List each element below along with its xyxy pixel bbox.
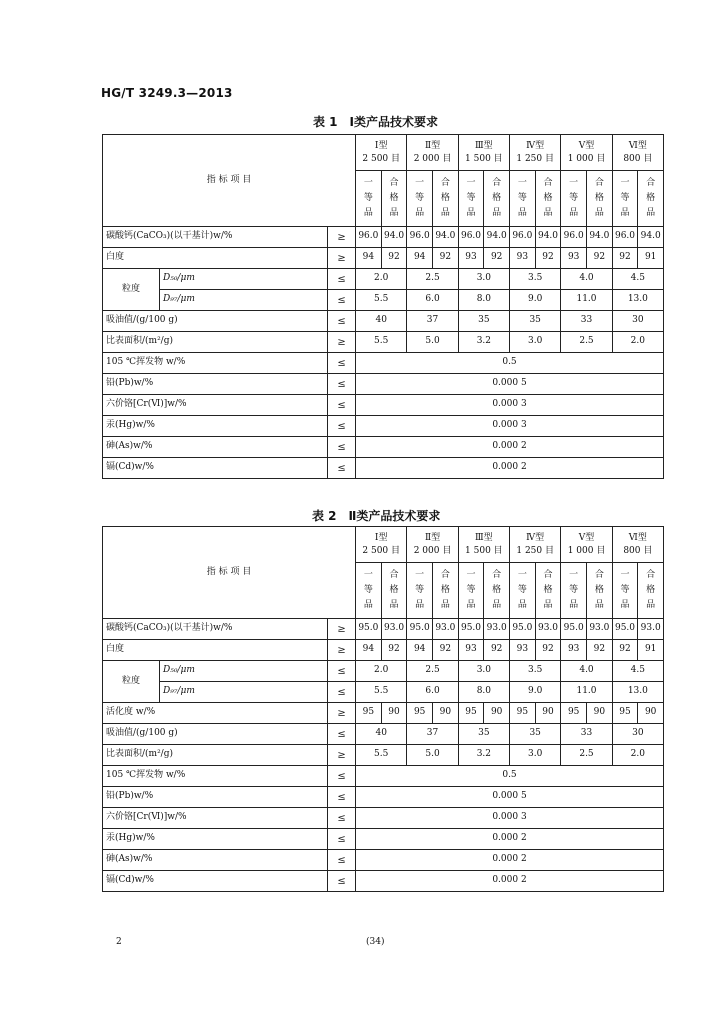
value-cell: 13.0 [612, 290, 663, 311]
grade-qualified [484, 563, 510, 619]
row-common-limit [103, 416, 664, 437]
value-cell: 96.0 [407, 227, 433, 248]
type-header [510, 527, 561, 563]
value-cell: 94 [407, 640, 433, 661]
value-cell: 92 [484, 248, 510, 269]
row-label: 白度 [103, 248, 328, 269]
type-header [407, 527, 458, 563]
grade-qualified [587, 563, 613, 619]
grade-label: 一 等 品 [620, 178, 630, 218]
type-mesh: 800 目 [623, 545, 653, 556]
grade-label: 合 格 品 [543, 570, 553, 610]
value-cell: 8.0 [458, 682, 509, 703]
value-cell: 0.000 2 [356, 871, 664, 892]
grade-first-class [612, 171, 638, 227]
row-common-limit [103, 829, 664, 850]
value-cell: 37 [407, 311, 458, 332]
row-label: 砷(As)w/% [103, 850, 328, 871]
value-cell: 4.0 [561, 661, 612, 682]
limit-symbol: ≤ [328, 871, 356, 892]
type-name: Ⅰ型 [374, 532, 388, 543]
row-label: 活化度 w/% [103, 703, 328, 724]
grade-qualified [484, 171, 510, 227]
value-cell: 5.5 [356, 682, 407, 703]
row-label: 吸油值/(g/100 g) [103, 724, 328, 745]
value-cell: 95 [356, 703, 382, 724]
value-cell: 4.0 [561, 269, 612, 290]
row-common-limit [103, 787, 664, 808]
value-cell: 40 [356, 724, 407, 745]
row-label: 镉(Cd)w/% [103, 458, 328, 479]
row-label: 比表面积/(m²/g) [103, 332, 328, 353]
value-cell: 92 [535, 640, 561, 661]
value-cell: 93.0 [535, 619, 561, 640]
value-cell: 94.0 [433, 227, 459, 248]
row-common-limit [103, 374, 664, 395]
value-cell: 95.0 [407, 619, 433, 640]
limit-symbol: ≥ [328, 227, 356, 248]
value-cell: 93.0 [484, 619, 510, 640]
row-specific-surface [103, 332, 664, 353]
value-cell: 94.0 [484, 227, 510, 248]
type-header [612, 135, 663, 171]
type-header [356, 135, 407, 171]
limit-symbol: ≤ [328, 269, 356, 290]
value-cell: 96.0 [510, 227, 536, 248]
grade-first-class [356, 563, 382, 619]
grade-label: 一 等 品 [363, 570, 373, 610]
row-common-limit [103, 850, 664, 871]
value-cell: 93 [561, 248, 587, 269]
grade-label: 合 格 品 [389, 570, 399, 610]
grade-first-class [510, 563, 536, 619]
header-row-types [103, 135, 664, 171]
grade-label: 一 等 品 [620, 570, 630, 610]
index-header: 指 标 项 目 [103, 527, 356, 619]
d97-label: D₉₇/μm [160, 682, 328, 703]
value-cell: 92 [484, 640, 510, 661]
value-cell: 4.5 [612, 269, 663, 290]
limit-symbol: ≤ [328, 353, 356, 374]
value-cell: 13.0 [612, 682, 663, 703]
limit-symbol: ≤ [328, 766, 356, 787]
type-name: Ⅳ型 [526, 140, 545, 151]
limit-symbol: ≥ [328, 332, 356, 353]
value-cell: 93 [458, 248, 484, 269]
value-cell: 0.000 3 [356, 416, 664, 437]
grade-qualified [381, 171, 407, 227]
value-cell: 92 [381, 640, 407, 661]
value-cell: 0.000 3 [356, 808, 664, 829]
value-cell: 5.0 [407, 332, 458, 353]
value-cell: 5.5 [356, 745, 407, 766]
value-cell: 90 [484, 703, 510, 724]
value-cell: 2.0 [356, 661, 407, 682]
grade-first-class [407, 171, 433, 227]
row-common-limit [103, 766, 664, 787]
value-cell: 92 [587, 248, 613, 269]
value-cell: 2.0 [612, 332, 663, 353]
value-cell: 93.0 [638, 619, 664, 640]
grade-first-class [561, 171, 587, 227]
limit-symbol: ≤ [328, 850, 356, 871]
row-label: 砷(As)w/% [103, 437, 328, 458]
grade-label: 一 等 品 [415, 178, 425, 218]
grade-label: 一 等 品 [569, 178, 579, 218]
value-cell: 96.0 [458, 227, 484, 248]
value-cell: 5.5 [356, 332, 407, 353]
type-header [612, 527, 663, 563]
value-cell: 2.5 [561, 745, 612, 766]
grade-qualified [433, 563, 459, 619]
grade-qualified [638, 563, 664, 619]
type-header [458, 527, 509, 563]
grade-qualified [638, 171, 664, 227]
row-particle-d50 [103, 269, 664, 290]
value-cell: 3.0 [510, 332, 561, 353]
grade-first-class [510, 171, 536, 227]
type-header [561, 527, 612, 563]
limit-symbol: ≥ [328, 703, 356, 724]
row-oil-absorption [103, 724, 664, 745]
grade-label: 合 格 品 [543, 178, 553, 218]
limit-symbol: ≥ [328, 619, 356, 640]
value-cell: 0.000 2 [356, 829, 664, 850]
type-mesh: 800 目 [623, 153, 653, 164]
type-header [561, 135, 612, 171]
grade-label: 合 格 品 [646, 178, 656, 218]
value-cell: 92 [535, 248, 561, 269]
row-particle-d97 [103, 290, 664, 311]
grade-first-class [407, 563, 433, 619]
value-cell: 95.0 [612, 619, 638, 640]
row-common-limit [103, 458, 664, 479]
value-cell: 95 [510, 703, 536, 724]
value-cell: 95 [612, 703, 638, 724]
value-cell: 37 [407, 724, 458, 745]
value-cell: 93.0 [433, 619, 459, 640]
value-cell: 90 [587, 703, 613, 724]
d50-label: D₅₀/μm [160, 661, 328, 682]
row-label: 碳酸钙(CaCO₃)(以干基计)w/% [103, 227, 328, 248]
type-header [510, 135, 561, 171]
value-cell: 30 [612, 311, 663, 332]
row-common-limit [103, 871, 664, 892]
value-cell: 0.000 2 [356, 458, 664, 479]
value-cell: 9.0 [510, 290, 561, 311]
limit-symbol: ≥ [328, 640, 356, 661]
value-cell: 95 [407, 703, 433, 724]
grade-label: 合 格 品 [646, 570, 656, 610]
value-cell: 33 [561, 724, 612, 745]
value-cell: 94.0 [381, 227, 407, 248]
value-cell: 91 [638, 248, 664, 269]
row-label: 汞(Hg)w/% [103, 829, 328, 850]
row-label: 铅(Pb)w/% [103, 374, 328, 395]
row-calcium-carbonate [103, 227, 664, 248]
limit-symbol: ≥ [328, 745, 356, 766]
value-cell: 35 [510, 724, 561, 745]
value-cell: 92 [612, 248, 638, 269]
value-cell: 96.0 [612, 227, 638, 248]
grade-label: 合 格 品 [594, 178, 604, 218]
type-mesh: 1 250 目 [516, 545, 554, 556]
type-name: Ⅲ型 [475, 532, 493, 543]
type-name: Ⅴ型 [578, 532, 595, 543]
value-cell: 3.0 [458, 269, 509, 290]
value-cell: 3.5 [510, 661, 561, 682]
limit-symbol: ≤ [328, 808, 356, 829]
type-header [458, 135, 509, 171]
value-cell: 6.0 [407, 290, 458, 311]
row-common-limit [103, 353, 664, 374]
row-label: 铅(Pb)w/% [103, 787, 328, 808]
grade-label: 一 等 品 [517, 570, 527, 610]
value-cell: 3.5 [510, 269, 561, 290]
row-calcium-carbonate [103, 619, 664, 640]
table-1 [102, 134, 664, 479]
grade-qualified [381, 563, 407, 619]
value-cell: 93 [510, 248, 536, 269]
row-common-limit [103, 395, 664, 416]
header-row-types [103, 527, 664, 563]
value-cell: 96.0 [561, 227, 587, 248]
row-particle-d50 [103, 661, 664, 682]
d50-label: D₅₀/μm [160, 269, 328, 290]
grade-label: 合 格 品 [389, 178, 399, 218]
value-cell: 93 [458, 640, 484, 661]
value-cell: 0.000 2 [356, 850, 664, 871]
row-label: 六价铬[Cr(Ⅵ)]w/% [103, 808, 328, 829]
value-cell: 95.0 [561, 619, 587, 640]
grade-first-class [356, 171, 382, 227]
row-label: 吸油值/(g/100 g) [103, 311, 328, 332]
value-cell: 40 [356, 311, 407, 332]
grade-first-class [458, 171, 484, 227]
table-1-caption: 表 1 Ⅰ类产品技术要求 [313, 115, 438, 129]
type-name: Ⅳ型 [526, 532, 545, 543]
value-cell: 3.0 [458, 661, 509, 682]
limit-symbol: ≥ [328, 248, 356, 269]
value-cell: 92 [587, 640, 613, 661]
value-cell: 90 [535, 703, 561, 724]
value-cell: 33 [561, 311, 612, 332]
grade-label: 合 格 品 [594, 570, 604, 610]
value-cell: 2.5 [561, 332, 612, 353]
value-cell: 6.0 [407, 682, 458, 703]
grade-qualified [535, 563, 561, 619]
type-name: Ⅵ型 [628, 532, 647, 543]
grade-first-class [458, 563, 484, 619]
value-cell: 96.0 [356, 227, 382, 248]
row-common-limit [103, 437, 664, 458]
value-cell: 9.0 [510, 682, 561, 703]
value-cell: 0.000 5 [356, 787, 664, 808]
type-name: Ⅱ型 [424, 140, 441, 151]
grade-qualified [535, 171, 561, 227]
grade-label: 一 等 品 [415, 570, 425, 610]
limit-symbol: ≤ [328, 458, 356, 479]
limit-symbol: ≤ [328, 290, 356, 311]
limit-symbol: ≤ [328, 374, 356, 395]
limit-symbol: ≤ [328, 724, 356, 745]
grade-label: 合 格 品 [440, 570, 450, 610]
limit-symbol: ≤ [328, 787, 356, 808]
type-name: Ⅴ型 [578, 140, 595, 151]
row-whiteness [103, 248, 664, 269]
standard-number: HG/T 3249.3—2013 [101, 86, 233, 100]
value-cell: 8.0 [458, 290, 509, 311]
value-cell: 92 [433, 640, 459, 661]
limit-symbol: ≤ [328, 829, 356, 850]
row-particle-d97 [103, 682, 664, 703]
particle-label: 粒度 [103, 269, 160, 311]
type-mesh: 2 000 目 [413, 545, 452, 556]
value-cell: 2.0 [612, 745, 663, 766]
value-cell: 2.5 [407, 661, 458, 682]
value-cell: 3.2 [458, 332, 509, 353]
row-label: 汞(Hg)w/% [103, 416, 328, 437]
type-name: Ⅱ型 [424, 532, 441, 543]
value-cell: 0.5 [356, 766, 664, 787]
value-cell: 4.5 [612, 661, 663, 682]
limit-symbol: ≤ [328, 311, 356, 332]
type-mesh: 1 250 目 [516, 153, 554, 164]
value-cell: 0.000 3 [356, 395, 664, 416]
row-activation [103, 703, 664, 724]
value-cell: 3.0 [510, 745, 561, 766]
type-mesh: 2 500 目 [362, 545, 401, 556]
value-cell: 11.0 [561, 682, 612, 703]
value-cell: 92 [612, 640, 638, 661]
type-mesh: 1 500 目 [465, 545, 503, 556]
value-cell: 95 [458, 703, 484, 724]
value-cell: 95.0 [510, 619, 536, 640]
value-cell: 94.0 [587, 227, 613, 248]
limit-symbol: ≤ [328, 661, 356, 682]
value-cell: 92 [433, 248, 459, 269]
type-mesh: 1 500 目 [465, 153, 503, 164]
grade-label: 一 等 品 [363, 178, 373, 218]
value-cell: 35 [458, 311, 509, 332]
grade-first-class [612, 563, 638, 619]
row-label: 比表面积/(m²/g) [103, 745, 328, 766]
value-cell: 94 [407, 248, 433, 269]
row-label: 105 ℃挥发物 w/% [103, 353, 328, 374]
value-cell: 0.000 5 [356, 374, 664, 395]
page-number: 2 [116, 937, 122, 947]
type-mesh: 2 000 目 [413, 153, 452, 164]
value-cell: 94 [356, 248, 382, 269]
table-2 [102, 526, 664, 892]
table-2-caption: 表 2 Ⅱ类产品技术要求 [312, 509, 441, 523]
page-code: (34) [366, 937, 385, 947]
row-label: 碳酸钙(CaCO₃)(以干基计)w/% [103, 619, 328, 640]
type-name: Ⅵ型 [628, 140, 647, 151]
grade-label: 合 格 品 [440, 178, 450, 218]
value-cell: 95.0 [356, 619, 382, 640]
type-mesh: 1 000 目 [567, 545, 606, 556]
grade-first-class [561, 563, 587, 619]
value-cell: 93 [510, 640, 536, 661]
row-label: 六价铬[Cr(Ⅵ)]w/% [103, 395, 328, 416]
value-cell: 2.0 [356, 269, 407, 290]
value-cell: 93.0 [381, 619, 407, 640]
value-cell: 92 [381, 248, 407, 269]
value-cell: 94.0 [638, 227, 664, 248]
grade-label: 一 等 品 [569, 570, 579, 610]
value-cell: 90 [638, 703, 664, 724]
value-cell: 91 [638, 640, 664, 661]
limit-symbol: ≤ [328, 437, 356, 458]
value-cell: 2.5 [407, 269, 458, 290]
row-whiteness [103, 640, 664, 661]
value-cell: 93.0 [587, 619, 613, 640]
value-cell: 35 [458, 724, 509, 745]
row-specific-surface [103, 745, 664, 766]
grade-label: 一 等 品 [517, 178, 527, 218]
limit-symbol: ≤ [328, 416, 356, 437]
grade-qualified [587, 171, 613, 227]
grade-label: 合 格 品 [492, 178, 502, 218]
type-header [356, 527, 407, 563]
type-name: Ⅲ型 [475, 140, 493, 151]
value-cell: 3.2 [458, 745, 509, 766]
value-cell: 35 [510, 311, 561, 332]
type-name: Ⅰ型 [374, 140, 388, 151]
value-cell: 94 [356, 640, 382, 661]
value-cell: 95 [561, 703, 587, 724]
value-cell: 0.5 [356, 353, 664, 374]
limit-symbol: ≤ [328, 682, 356, 703]
row-label: 镉(Cd)w/% [103, 871, 328, 892]
value-cell: 5.0 [407, 745, 458, 766]
grade-label: 合 格 品 [492, 570, 502, 610]
grade-label: 一 等 品 [466, 570, 476, 610]
particle-label: 粒度 [103, 661, 160, 703]
value-cell: 90 [433, 703, 459, 724]
limit-symbol: ≤ [328, 395, 356, 416]
value-cell: 5.5 [356, 290, 407, 311]
row-common-limit [103, 808, 664, 829]
value-cell: 11.0 [561, 290, 612, 311]
row-oil-absorption [103, 311, 664, 332]
type-mesh: 1 000 目 [567, 153, 606, 164]
grade-label: 一 等 品 [466, 178, 476, 218]
index-header: 指 标 项 目 [103, 135, 356, 227]
value-cell: 30 [612, 724, 663, 745]
value-cell: 0.000 2 [356, 437, 664, 458]
grade-qualified [433, 171, 459, 227]
row-label: 105 ℃挥发物 w/% [103, 766, 328, 787]
value-cell: 93 [561, 640, 587, 661]
value-cell: 95.0 [458, 619, 484, 640]
value-cell: 90 [381, 703, 407, 724]
type-mesh: 2 500 目 [362, 153, 401, 164]
type-header [407, 135, 458, 171]
row-label: 白度 [103, 640, 328, 661]
d97-label: D₉₇/μm [160, 290, 328, 311]
value-cell: 94.0 [535, 227, 561, 248]
